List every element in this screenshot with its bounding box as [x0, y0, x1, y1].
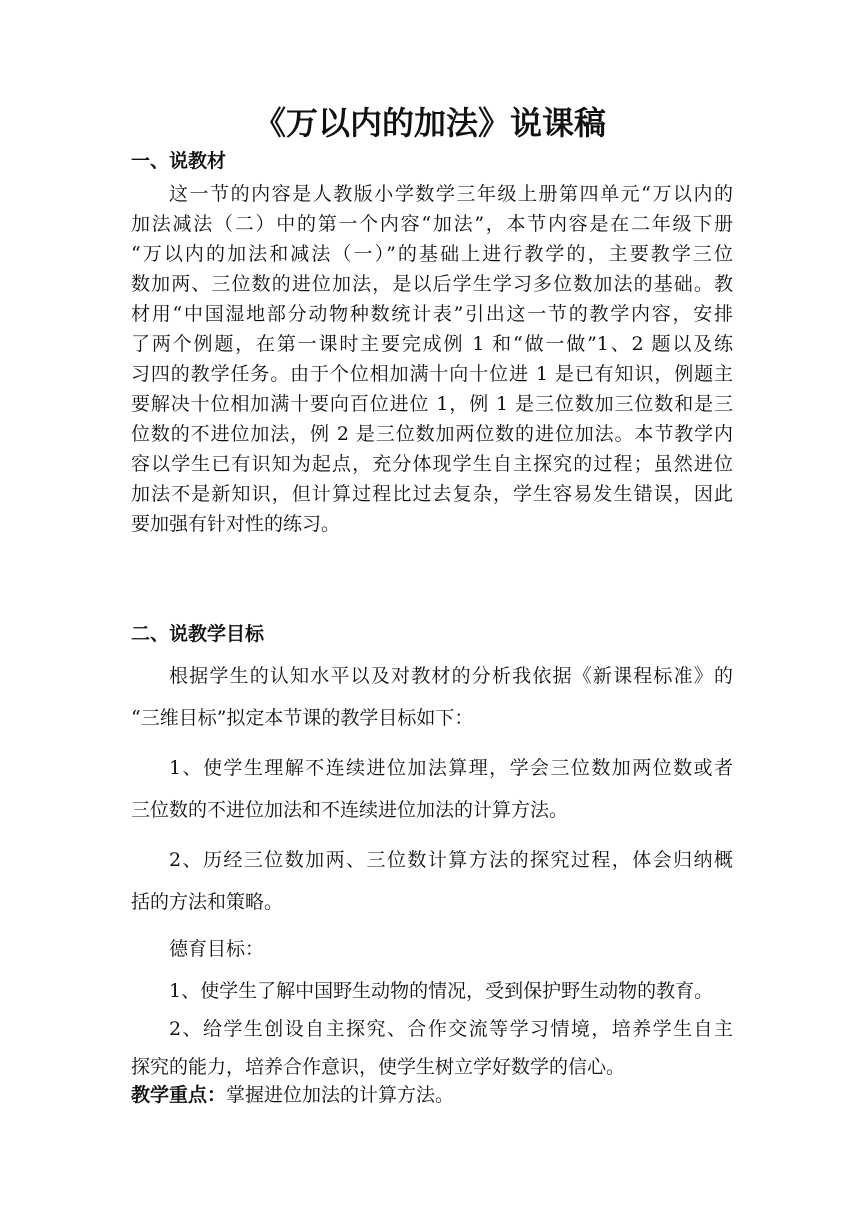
moral-goals: [131, 934, 733, 1082]
paragraph-line: 了两个例题，在第一课时主要完成例 1 和“做一做”1、2 题以及练: [131, 333, 733, 355]
paragraph-line: 习四的教学任务。由于个位相加满十向十位进 1 是已有知识，例题主: [131, 363, 733, 385]
paragraph-line: 材用“中国湿地部分动物种数统计表”引出这一节的教学内容，安排: [131, 303, 733, 325]
paragraph-line: 数加两、三位数的进位加法，是以后学生学习多位数加法的基础。教: [131, 273, 733, 295]
goal-item-2: [131, 845, 733, 917]
section-textbook-body: [131, 179, 733, 539]
paragraph-line: 探究的能力，培养合作意识，使学生树立学好数学的信心。: [131, 1056, 626, 1078]
paragraph-line: 括的方法和策略。: [131, 891, 284, 913]
section-heading-textbook: 一、说教材: [131, 150, 227, 172]
paragraph-line: 加法不是新知识，但计算过程比过去复杂，学生容易发生错误，因此: [131, 483, 733, 505]
goal-item-1: [131, 753, 733, 825]
paragraph-line: 2、历经三位数加两、三位数计算方法的探究过程，体会归纳概: [169, 849, 733, 871]
key-point-text: 掌握进位加法的计算方法。: [226, 1084, 455, 1106]
paragraph-line: 容以学生已有识知为起点，充分体现学生自主探究的过程；虽然进位: [131, 453, 733, 475]
key-point-label: 教学重点：: [131, 1084, 227, 1106]
paragraph-line: 三位数的不进位加法和不连续进位加法的计算方法。: [131, 799, 569, 821]
paragraph-line: 这一节的内容是人教版小学数学三年级上册第四单元“万以内的: [169, 183, 733, 205]
teaching-key-point: [131, 1080, 733, 1110]
key-point-line: [131, 1080, 733, 1110]
paragraph-line: 2、给学生创设自主探究、合作交流等学习情境，培养学生自主: [169, 1018, 733, 1040]
moral-goals-label: 德育目标：: [169, 938, 265, 960]
paragraph-line: 加法减法（二）中的第一个内容“加法”，本节内容是在二年级下册: [131, 213, 733, 235]
paragraph-line: “万以内的加法和减法（一）”的基础上进行教学的，主要教学三位: [131, 243, 733, 265]
paragraph-line: 位数的不进位加法，例 2 是三位数加两位数的进位加法。本节教学内: [131, 423, 733, 445]
paragraph-line: 要解决十位相加满十要向百位进位 1，例 1 是三位数加三位数和是三: [131, 393, 733, 415]
section-heading-goals: 二、说教学目标: [131, 623, 265, 645]
paragraph-line: 根据学生的认知水平以及对教材的分析我依据《新课程标准》的: [169, 665, 733, 687]
paragraph-line: 1、使学生了解中国野生动物的情况，受到保护野生动物的教育。: [169, 980, 714, 1002]
paragraph-line: 要加强有针对性的练习。: [131, 513, 341, 535]
paragraph-line: 1、使学生理解不连续进位加法算理，学会三位数加两位数或者: [169, 757, 733, 779]
goals-intro: [131, 661, 733, 733]
document-title: 《万以内的加法》说课稿: [253, 104, 606, 142]
paragraph-line: “三维目标”拟定本节课的教学目标如下：: [131, 707, 474, 729]
